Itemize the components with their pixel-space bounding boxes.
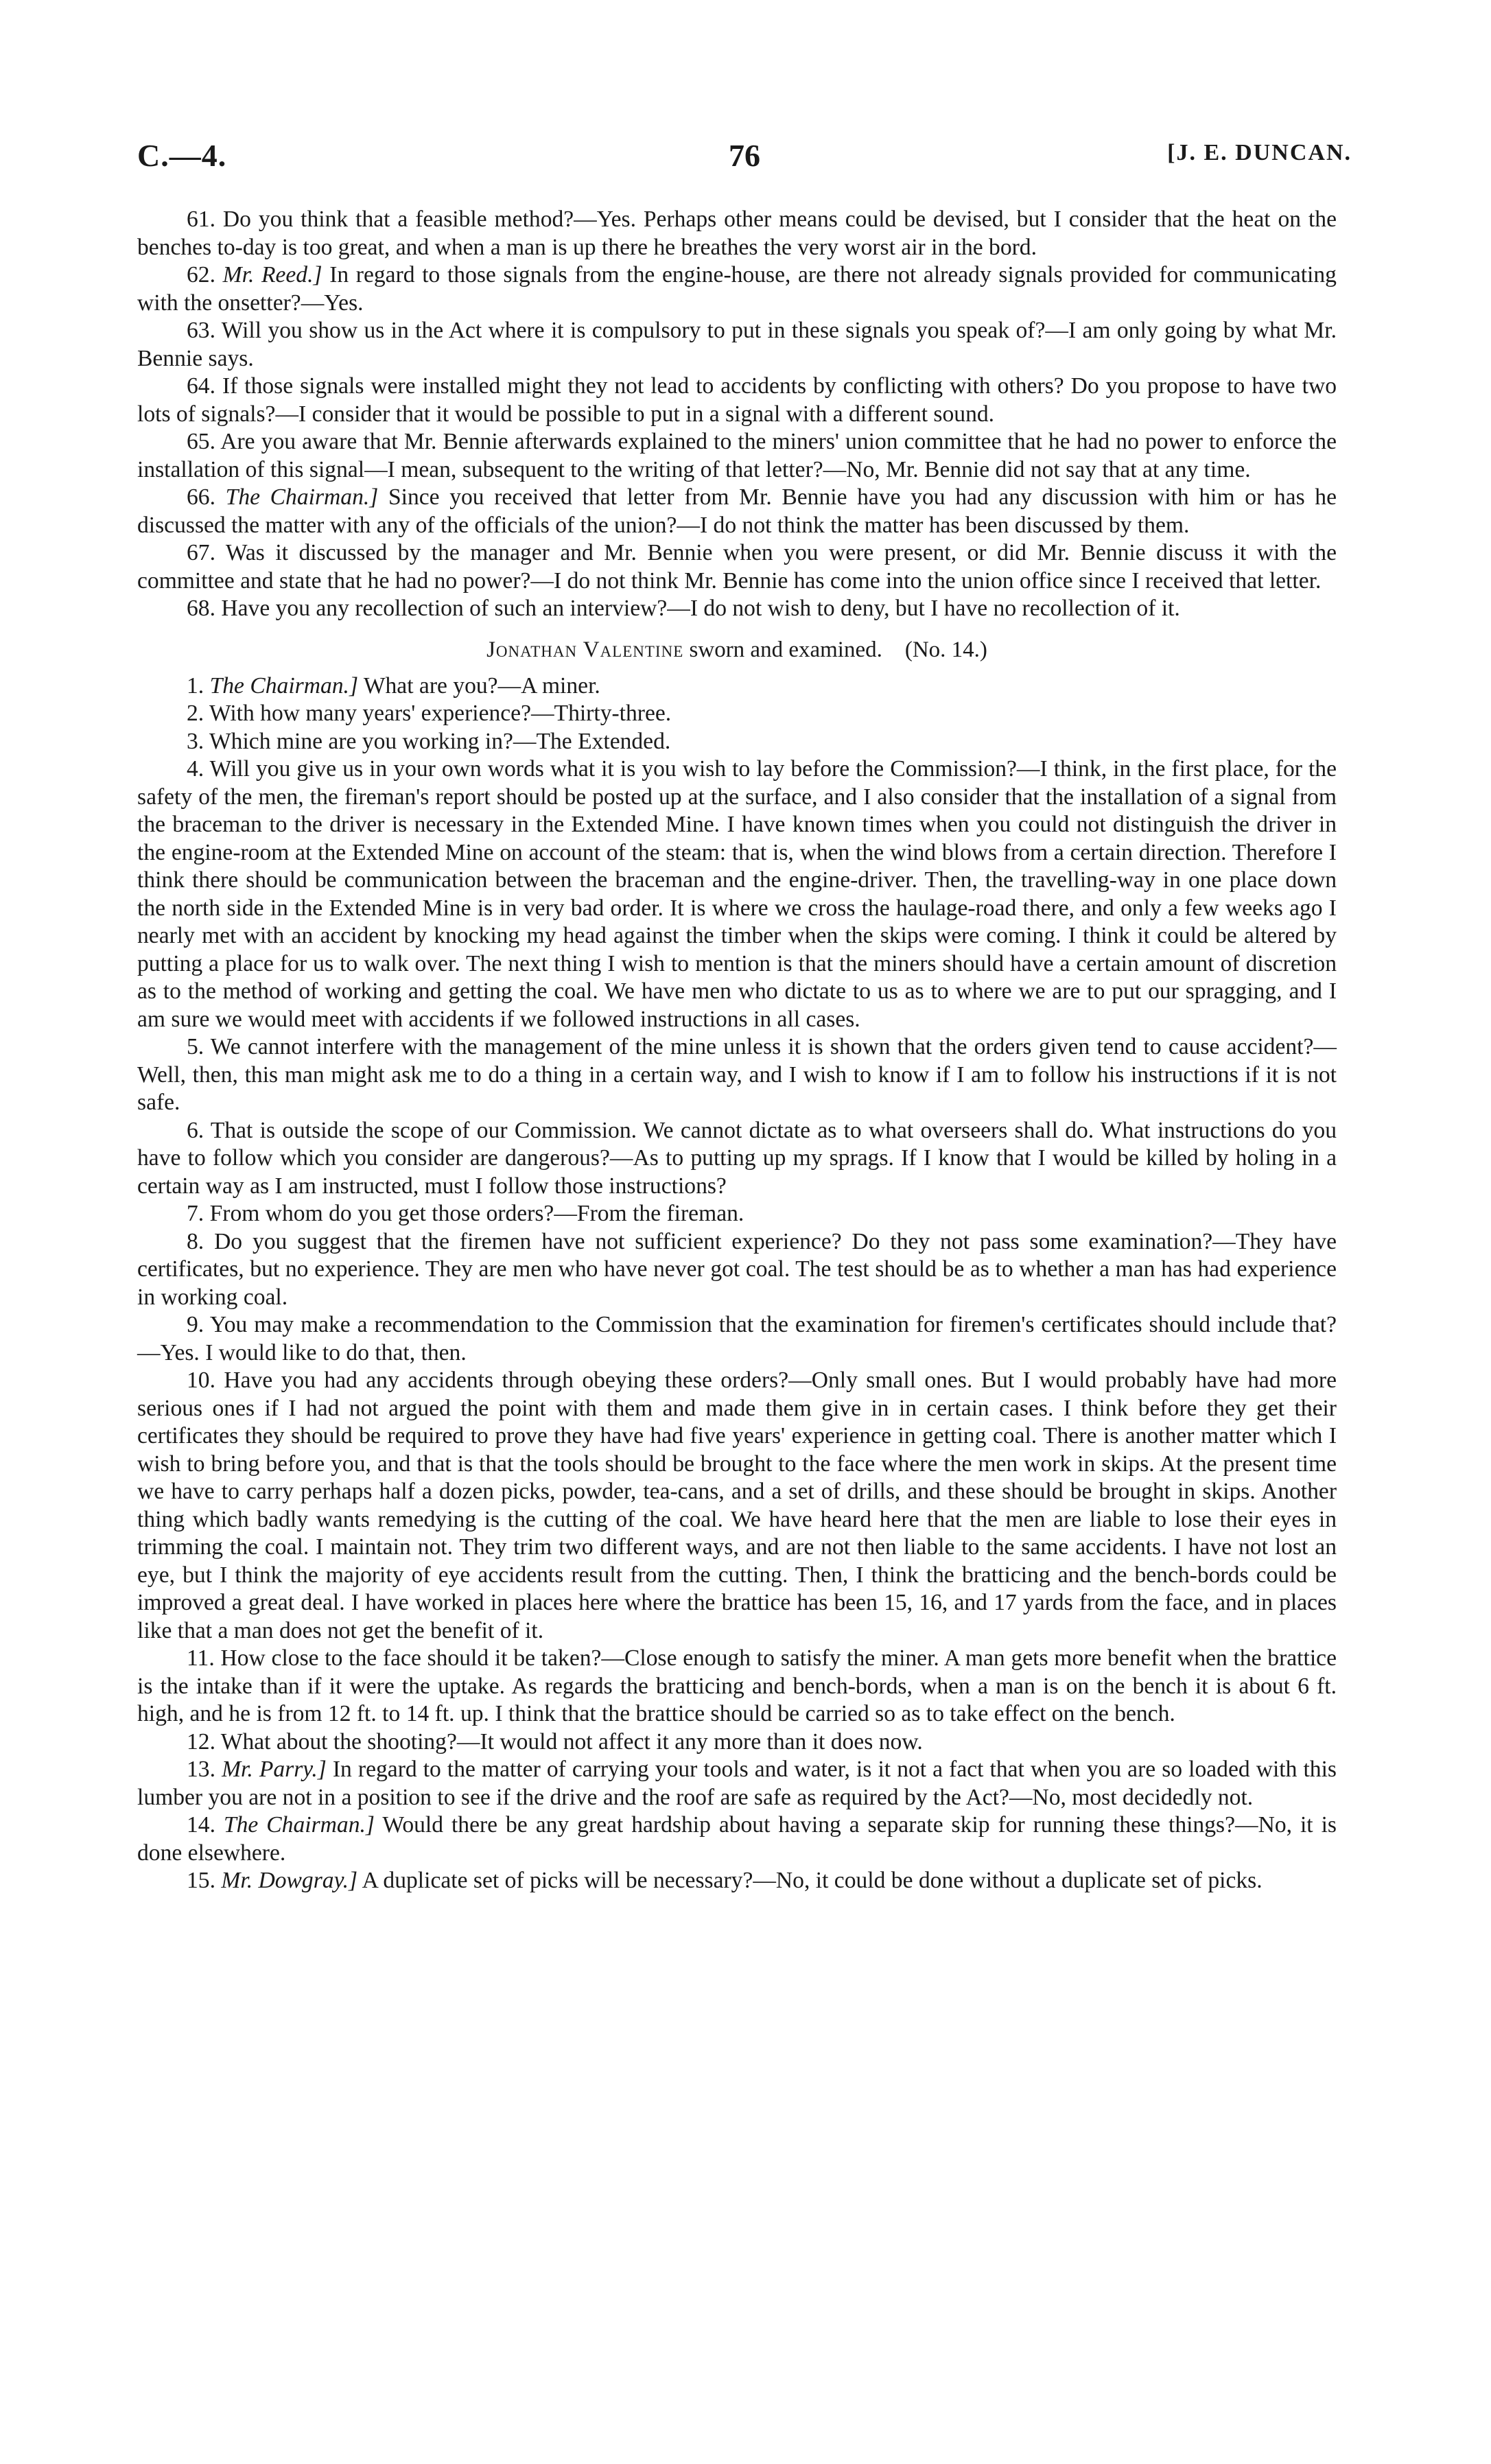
question-number: 2.	[187, 701, 204, 726]
question-text: In regard to those signals from the engine-house, are there not already signals provided for communicating with the onsetter?—Yes.	[137, 262, 1337, 316]
question-number: 68.	[187, 596, 215, 621]
question-text: With how many years' experience?—Thirty-three.	[209, 701, 672, 726]
speaker-label: The Chairman.]	[223, 1812, 375, 1838]
question-text: Will you show us in the Act where it is compulsory to put in these signals you speak of?—I am only going by what Mr. Bennie says.	[137, 318, 1337, 371]
question-number: 5.	[187, 1034, 204, 1059]
question-paragraph	[137, 373, 1337, 428]
witness-heading-rest: sworn and examined.	[689, 637, 882, 662]
question-paragraph	[137, 700, 1337, 728]
question-number: 7.	[187, 1201, 204, 1226]
question-paragraph	[137, 755, 1337, 1033]
speaker-label: Mr. Parry.]	[222, 1757, 327, 1782]
question-text: Do you suggest that the firemen have not sufficient experience? Do they not pass some examination?—They have certificates, but no experience. They are men who have never got coal. The test should be as to whether a man has had experience in working coal.	[137, 1228, 1337, 1310]
speaker-label: Mr. Reed.]	[222, 262, 322, 288]
witness-heading	[137, 635, 1337, 664]
question-paragraph	[137, 728, 1337, 756]
question-text: Was it discussed by the manager and Mr. Bennie when you were present, or did Mr. Bennie discuss it with the committee and state that he had no power?—I do not think Mr. Bennie has come into the union office since I received that letter.	[137, 540, 1337, 594]
question-text: Since you received that letter from Mr. Bennie have you had any discussion with him or has he discussed the matter with any of the officials of the union?—I do not think the matter has been discussed by them.	[137, 484, 1337, 538]
question-number: 65.	[187, 429, 215, 454]
question-paragraph	[137, 206, 1337, 261]
question-text: Have you any recollection of such an interview?—I do not wish to deny, but I have no recollection of it.	[221, 596, 1180, 621]
question-paragraph	[137, 1756, 1337, 1811]
question-number: 66.	[187, 484, 215, 510]
witness-name: Jonathan Valentine	[486, 637, 684, 662]
question-paragraph	[137, 1811, 1337, 1867]
witness-name-header: [J. E. DUNCAN.	[1167, 140, 1352, 165]
question-paragraph	[137, 1200, 1337, 1228]
question-paragraph	[137, 484, 1337, 539]
page-number: 76	[729, 138, 760, 173]
question-text: A duplicate set of picks will be necessary?—No, it could be done without a duplicate set of picks.	[362, 1868, 1263, 1893]
witness-number: (No. 14.)	[904, 637, 987, 662]
question-number: 1.	[187, 672, 204, 699]
question-number: 8.	[187, 1228, 204, 1254]
question-number: 4.	[187, 756, 204, 782]
question-number: 12.	[187, 1728, 215, 1755]
question-text: How close to the face should it be taken?—Close enough to satisfy the miner. A man gets more benefit when the brattice is the intake than if it were the uptake. As regards the bratticing and bench-bords, when a man is on the bench it is about 6 ft. high, and he is from 12 ft. to 14 ft. up. I think that the brattice should be carried so as to take effect on the bench.	[137, 1645, 1337, 1726]
question-number: 3.	[187, 728, 204, 754]
question-text: If those signals were installed might they not lead to accidents by conflicting with others? Do you propose to have two lots of signals?—I consider that it would be possible to put in a signal with a different sound.	[137, 373, 1337, 427]
question-paragraph	[137, 317, 1337, 373]
question-text: We cannot interfere with the management of the mine unless it is shown that the orders given tend to cause accident?—Well, then, this man might ask me to do a thing in a certain way, and I wish to know if I am to follow his instructions if it is not safe.	[137, 1034, 1337, 1115]
question-text: What are you?—A miner.	[363, 672, 600, 699]
question-number: 61.	[187, 207, 215, 232]
question-text: Do you think that a feasible method?—Yes. Perhaps other means could be devised, but I consider that the heat on the benches to-day is too great, and when a man is up there he breathes the very worst air in the bord.	[137, 207, 1337, 260]
question-text: From whom do you get those orders?—From the fireman.	[209, 1201, 744, 1226]
testimony-after	[137, 672, 1337, 1895]
question-number: 62.	[187, 262, 215, 288]
question-paragraph	[137, 261, 1337, 317]
question-paragraph	[137, 1728, 1337, 1757]
question-number: 67.	[187, 540, 215, 565]
question-paragraph	[137, 1645, 1337, 1728]
question-number: 10.	[187, 1368, 215, 1393]
question-text: What about the shooting?—It would not affect it any more than it does now.	[220, 1728, 923, 1755]
question-text: Are you aware that Mr. Bennie afterwards explained to the miners' union committee that he had no power to enforce the installation of this signal—I mean, subsequent to the writing of that letter?—No, Mr. Bennie did not say that at any time.	[137, 429, 1337, 482]
question-text: That is outside the scope of our Commission. We cannot dictate as to what overseers shall do. What instructions do you have to follow which you consider are dangerous?—As to putting up my sprags. If I know that I would be killed by holing in a certain way as I am instructed, must I follow those instructions?	[137, 1117, 1337, 1199]
question-text: You may make a recommendation to the Commission that the examination for firemen's certificates should include that?—Yes. I would like to do that, then.	[137, 1312, 1337, 1365]
question-number: 13.	[187, 1757, 215, 1782]
question-paragraph	[137, 595, 1337, 623]
speaker-label: The Chairman.]	[209, 672, 359, 699]
question-paragraph	[137, 1867, 1337, 1895]
question-text: Would there be any great hardship about having a separate skip for running these things?—No, it is done elsewhere.	[137, 1812, 1337, 1866]
question-text: Have you had any accidents through obeying these orders?—Only small ones. But I would probably have had more serious ones if I had not argued the point with them and made them give in in certain cases. I think before they get their certificates they should be required to prove they have had five years' experience in getting coal. There is another matter which I wish to bring before you, and that is that the tools should be brought to the face where the men work in skips. At the present time we have to carry perhaps half a dozen picks, powder, tea-cans, and a set of drills, and these should be brought in skips. Another thing which badly wants remedying is the cutting of the coal. We have heard here that the men are liable to lose their eyes in trimming the coal. I maintain not. They trim two different ways, and are not then liable to the same accidents. I have not lost an eye, but I think the majority of eye accidents result from the cutting. Then, I think the bratticing and the bench-bords could be improved a great deal. I have worked in places here where the brattice has been 15, 16, and 17 yards from the face, and in places like that a man does not get the benefit of it.	[137, 1368, 1337, 1643]
question-paragraph	[137, 1033, 1337, 1117]
question-paragraph	[137, 428, 1337, 484]
question-paragraph	[137, 1311, 1337, 1367]
question-paragraph	[137, 1367, 1337, 1645]
question-number: 14.	[187, 1812, 215, 1838]
question-number: 64.	[187, 373, 215, 399]
question-number: 63.	[187, 318, 215, 343]
question-text: Which mine are you working in?—The Extended.	[209, 728, 671, 754]
question-number: 9.	[187, 1312, 204, 1337]
question-text: In regard to the matter of carrying your tools and water, is it not a fact that when you are so loaded with this lumber you are not in a position to see if the drive and the roof are safe as required by the Act?—No, most decidedly not.	[137, 1757, 1337, 1810]
question-paragraph	[137, 1117, 1337, 1201]
parliamentary-paper-number: C.—4.	[137, 138, 227, 173]
page-header	[137, 137, 1352, 185]
question-paragraph	[137, 539, 1337, 595]
question-number: 11.	[187, 1645, 215, 1671]
speaker-label: Mr. Dowgray.]	[221, 1868, 358, 1893]
speaker-label: The Chairman.]	[225, 484, 379, 510]
question-number: 15.	[187, 1868, 215, 1893]
question-paragraph	[137, 672, 1337, 701]
testimony-before	[137, 206, 1337, 623]
question-paragraph	[137, 1228, 1337, 1312]
document-body	[137, 206, 1337, 1895]
question-number: 6.	[187, 1117, 204, 1143]
question-text: Will you give us in your own words what it is you wish to lay before the Commission?—I think, in the first place, for the safety of the men, the fireman's report should be posted up at the surface, and I also consider that the installation of a signal from the braceman to the driver is necessary in the Extended Mine. I have known times when you could not distinguish the driver in the engine-room at the Extended Mine on account of the steam: that is, when the wind blows from a certain direction. Therefore I think there should be communication between the braceman and the engine-driver. Then, the travelling-way in one place down the north side in the Extended Mine is in very bad order. It is where we cross the haulage-road there, and only a few weeks ago I nearly met with an accident by knocking my head against the timber when the skips were coming. I think it could be altered by putting a place for us to walk over. The next thing I wish to mention is that the miners should have a certain amount of discretion as to the method of working and getting the coal. We have men who dictate to us as to where we are to put our spragging, and I am sure we would meet with accidents if we followed instructions in all cases.	[137, 756, 1337, 1032]
